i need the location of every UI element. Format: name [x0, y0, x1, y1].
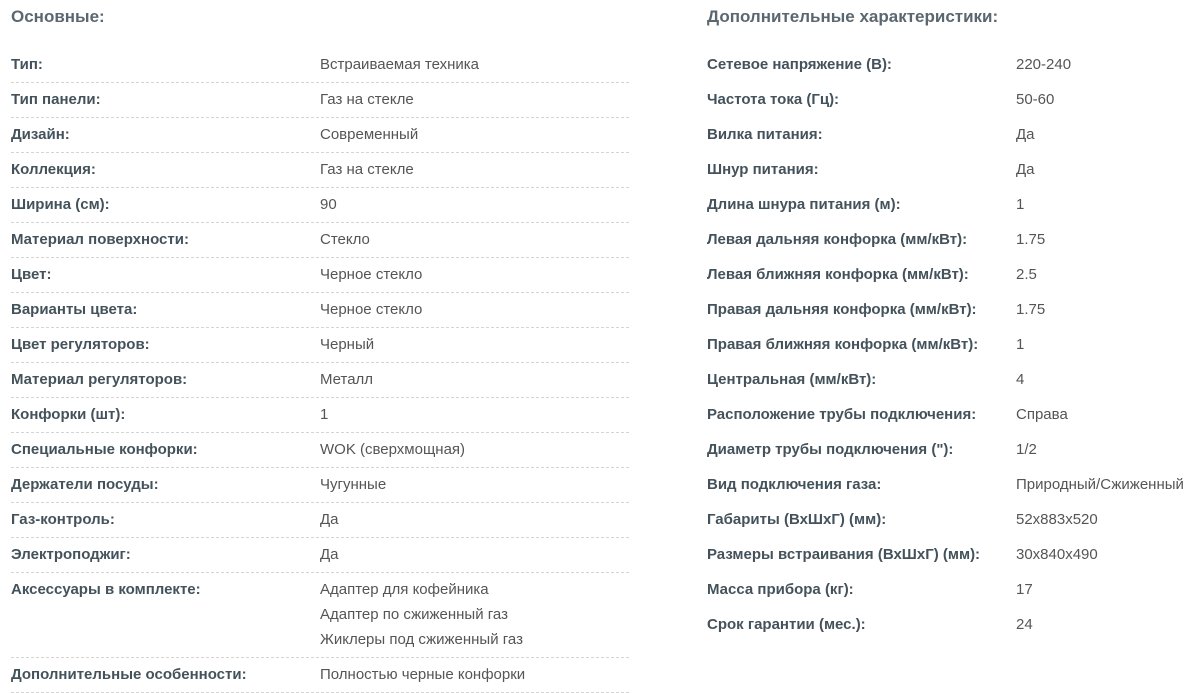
- spec-value: [1016, 406, 1198, 423]
- spec-row: [11, 538, 629, 573]
- spec-label: Расположение трубы подключения:: [707, 406, 977, 423]
- spec-value-line: Стекло: [320, 231, 370, 248]
- spec-value: [320, 476, 629, 493]
- spec-value: [320, 336, 629, 353]
- spec-value: [320, 266, 629, 283]
- spec-row: [707, 188, 1198, 223]
- spec-label: Частота тока (Гц):: [707, 91, 840, 108]
- spec-value: [1016, 511, 1198, 528]
- spec-row: [707, 48, 1198, 83]
- spec-value-line: 1/2: [1016, 441, 1037, 458]
- spec-value: [1016, 301, 1198, 318]
- spec-value-line: Черное стекло: [320, 266, 423, 283]
- spec-value-line: Жиклеры под сжиженный газ: [320, 631, 523, 648]
- spec-label: Аксессуары в комплекте:: [11, 581, 201, 598]
- spec-value-line: 50-60: [1016, 91, 1055, 108]
- spec-value-line: 1: [320, 406, 329, 423]
- spec-value: [1016, 441, 1198, 458]
- spec-value: [320, 666, 629, 683]
- spec-value-line: Черный: [320, 336, 375, 353]
- spec-value: [320, 546, 629, 563]
- spec-value: [320, 91, 629, 108]
- spec-row: [11, 503, 629, 538]
- spec-label: Центральная (мм/кВт):: [707, 371, 877, 388]
- spec-label: Дизайн:: [11, 126, 70, 143]
- spec-row: [707, 293, 1198, 328]
- spec-label: Газ-контроль:: [11, 511, 115, 528]
- spec-row: [707, 258, 1198, 293]
- spec-value-line: 1: [1016, 336, 1025, 353]
- spec-label: Дополнительные особенности:: [11, 666, 247, 683]
- spec-label: Ширина (см):: [11, 196, 110, 213]
- spec-label: Габариты (ВхШхГ) (мм):: [707, 511, 887, 528]
- spec-label: Левая ближняя конфорка (мм/кВт):: [707, 266, 969, 283]
- extra-specs-list: [707, 48, 1198, 643]
- spec-row: [707, 538, 1198, 573]
- spec-value-line: Газ на стекле: [320, 161, 414, 178]
- spec-value: [320, 441, 629, 458]
- spec-value: [1016, 371, 1198, 388]
- spec-label: Сетевое напряжение (В):: [707, 56, 892, 73]
- spec-row: [707, 398, 1198, 433]
- spec-row: [707, 433, 1198, 468]
- spec-label: Правая дальняя конфорка (мм/кВт):: [707, 301, 977, 318]
- spec-value-line: Газ на стекле: [320, 91, 414, 108]
- spec-value: [320, 511, 629, 528]
- spec-value-line: 220-240: [1016, 56, 1072, 73]
- spec-value: [320, 126, 629, 143]
- spec-label: Материал регуляторов:: [11, 371, 188, 388]
- spec-row: [707, 468, 1198, 503]
- spec-value-line: Чугунные: [320, 476, 387, 493]
- spec-row: [707, 153, 1198, 188]
- spec-value-line: 1.75: [1016, 301, 1046, 318]
- spec-row: [11, 398, 629, 433]
- spec-value: [320, 406, 629, 423]
- spec-label: Тип панели:: [11, 91, 101, 108]
- spec-label: Конфорки (шт):: [11, 406, 126, 423]
- spec-value-line: Металл: [320, 371, 374, 388]
- spec-value: [320, 196, 629, 213]
- spec-row: [11, 328, 629, 363]
- spec-value: [320, 231, 629, 248]
- spec-value-line: 30x840x490: [1016, 546, 1098, 563]
- spec-label: Коллекция:: [11, 161, 96, 178]
- extra-specs-section: [707, 0, 1198, 643]
- spec-value: [1016, 231, 1198, 248]
- spec-value: [320, 581, 629, 648]
- spec-row: [11, 48, 629, 83]
- spec-row: [707, 503, 1198, 538]
- spec-label: Тип:: [11, 56, 43, 73]
- spec-value-line: Полностью черные конфорки: [320, 666, 526, 683]
- spec-value-line: Да: [320, 546, 339, 563]
- spec-row: [11, 153, 629, 188]
- spec-row: [707, 83, 1198, 118]
- spec-row: [707, 608, 1198, 643]
- spec-value: [1016, 91, 1198, 108]
- spec-label: Диаметр трубы подключения ("):: [707, 441, 954, 458]
- spec-row: [707, 573, 1198, 608]
- spec-value: [1016, 476, 1198, 493]
- spec-row: [707, 363, 1198, 398]
- spec-value: [320, 301, 629, 318]
- spec-value-line: 52x883x520: [1016, 511, 1098, 528]
- spec-row: [11, 83, 629, 118]
- spec-row: [11, 363, 629, 398]
- extra-specs-title: Дополнительные характеристики:: [707, 7, 999, 26]
- spec-label: Срок гарантии (мес.):: [707, 616, 866, 633]
- spec-value: [1016, 336, 1198, 353]
- spec-value-line: 90: [320, 196, 337, 213]
- spec-label: Цвет регуляторов:: [11, 336, 150, 353]
- spec-label: Масса прибора (кг):: [707, 581, 854, 598]
- main-specs-list: [11, 48, 629, 693]
- spec-value-line: Справа: [1016, 406, 1068, 423]
- spec-label: Держатели посуды:: [11, 476, 159, 493]
- spec-row: [11, 293, 629, 328]
- spec-value-line: WOK (сверхмощная): [320, 441, 466, 458]
- spec-value-line: Природный/Сжиженный: [1016, 476, 1184, 493]
- spec-value-line: Современный: [320, 126, 419, 143]
- spec-row: [11, 468, 629, 503]
- spec-value-line: 2.5: [1016, 266, 1037, 283]
- spec-label: Цвет:: [11, 266, 52, 283]
- spec-label: Правая ближняя конфорка (мм/кВт):: [707, 336, 979, 353]
- spec-row: [11, 118, 629, 153]
- spec-value-line: Да: [1016, 126, 1035, 143]
- spec-value-line: Встраиваемая техника: [320, 56, 479, 73]
- spec-label: Вилка питания:: [707, 126, 823, 143]
- spec-value-line: 24: [1016, 616, 1033, 633]
- spec-value-line: Черное стекло: [320, 301, 423, 318]
- spec-label: Левая дальняя конфорка (мм/кВт):: [707, 231, 968, 248]
- spec-value-line: Адаптер по сжиженный газ: [320, 606, 508, 623]
- spec-row: [11, 188, 629, 223]
- spec-value-line: 17: [1016, 581, 1033, 598]
- spec-label: Варианты цвета:: [11, 301, 138, 318]
- spec-value: [320, 56, 629, 73]
- spec-value-line: Да: [1016, 161, 1035, 178]
- spec-value: [1016, 546, 1198, 563]
- spec-row: [11, 658, 629, 693]
- main-specs-section: [11, 0, 629, 693]
- spec-row: [11, 433, 629, 468]
- spec-value: [1016, 161, 1198, 178]
- spec-label: Вид подключения газа:: [707, 476, 882, 493]
- spec-value-line: Да: [320, 511, 339, 528]
- spec-value: [1016, 581, 1198, 598]
- spec-value: [1016, 196, 1198, 213]
- spec-value: [1016, 266, 1198, 283]
- spec-value: [1016, 616, 1198, 633]
- spec-value-line: 4: [1016, 371, 1025, 388]
- spec-row: [11, 258, 629, 293]
- spec-label: Электроподжиг:: [11, 546, 131, 563]
- spec-value: [320, 161, 629, 178]
- spec-row: [707, 223, 1198, 258]
- spec-label: Размеры встраивания (ВхШхГ) (мм):: [707, 546, 981, 563]
- spec-row: [11, 223, 629, 258]
- spec-value: [1016, 126, 1198, 143]
- spec-value-line: Адаптер для кофейника: [320, 581, 489, 598]
- spec-value: [1016, 56, 1198, 73]
- main-specs-title: Основные:: [11, 7, 105, 26]
- spec-label: Материал поверхности:: [11, 231, 189, 248]
- spec-label: Длина шнура питания (м):: [707, 196, 901, 213]
- spec-label: Шнур питания:: [707, 161, 819, 178]
- spec-value-line: 1: [1016, 196, 1025, 213]
- spec-row: [707, 118, 1198, 153]
- spec-value-line: 1.75: [1016, 231, 1046, 248]
- spec-row: [707, 328, 1198, 363]
- spec-label: Специальные конфорки:: [11, 441, 198, 458]
- spec-value: [320, 371, 629, 388]
- spec-row: [11, 573, 629, 658]
